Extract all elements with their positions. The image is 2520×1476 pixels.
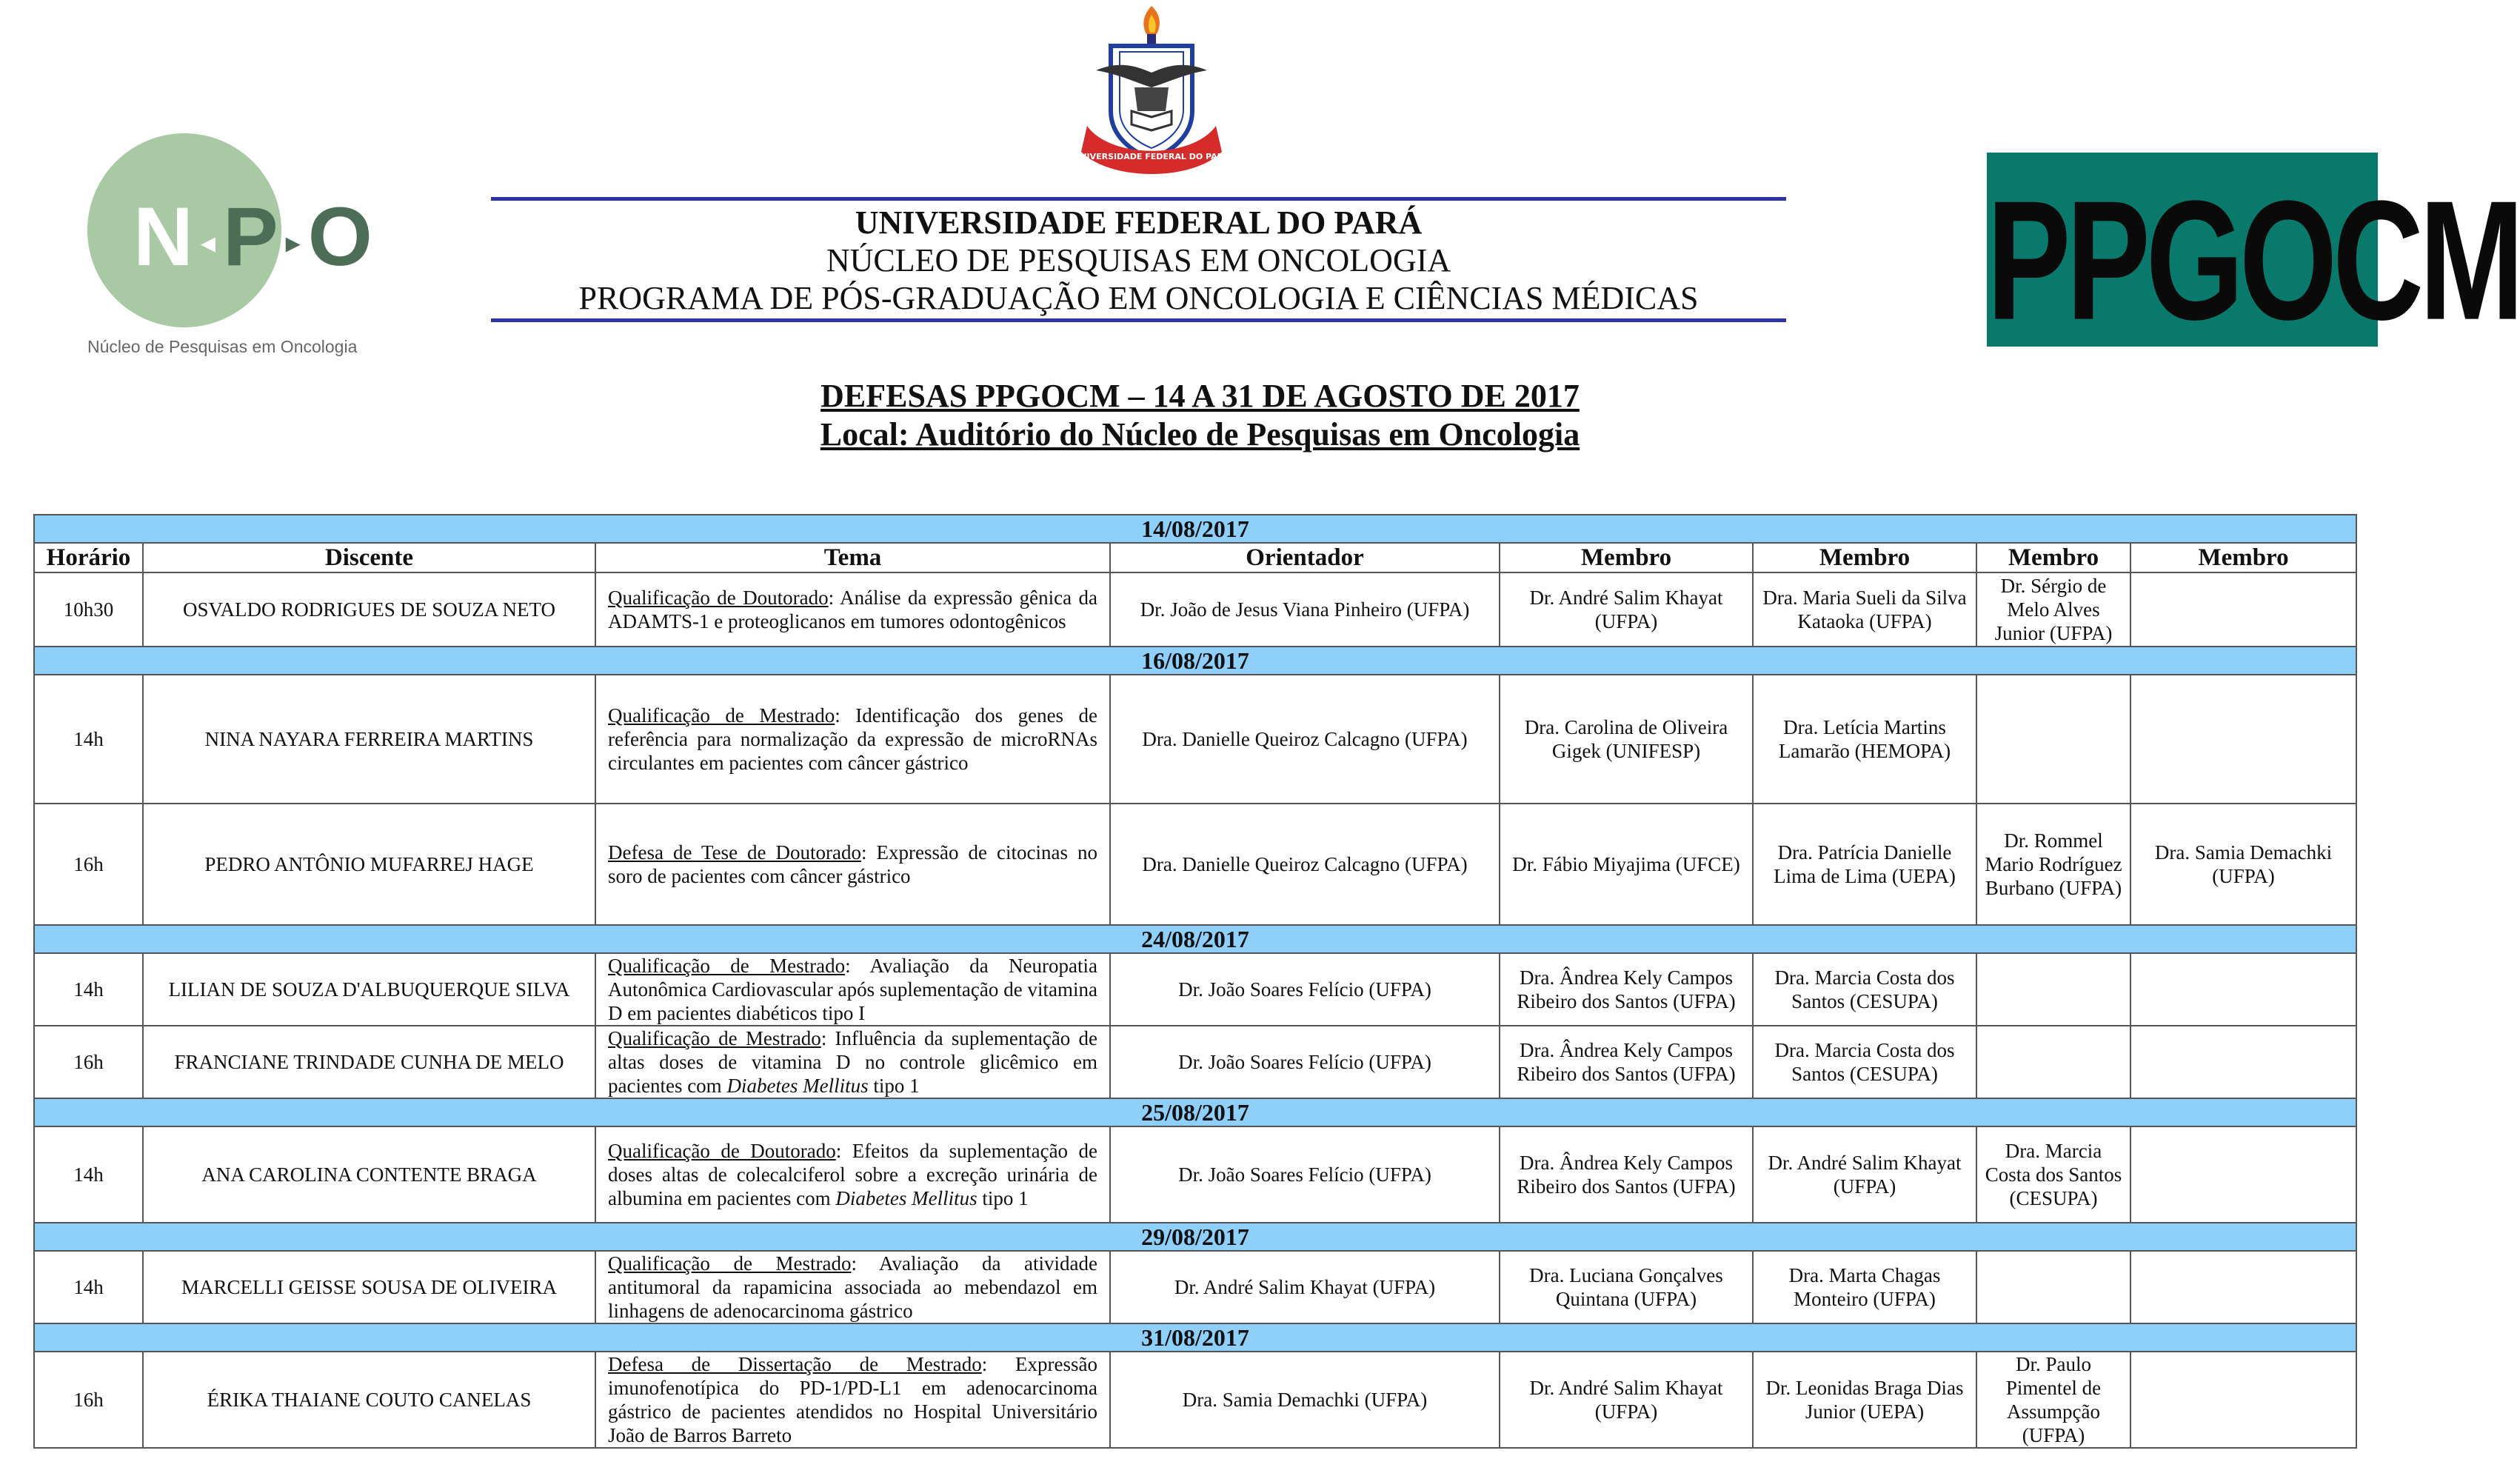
discente-cell: FRANCIANE TRINDADE CUNHA DE MELO	[143, 1026, 595, 1098]
col-header-membro: Membro	[2130, 543, 2356, 572]
membro-cell	[1976, 1251, 2130, 1323]
horario-cell: 16h	[34, 1352, 143, 1448]
membro-cell	[2130, 1026, 2356, 1098]
date-row	[34, 647, 2356, 675]
ufpa-crest-icon	[1066, 0, 1237, 185]
orientador-cell: Dra. Samia Demachki (UFPA)	[1110, 1352, 1500, 1448]
orientador-cell: Dr. João Soares Felício (UFPA)	[1110, 1126, 1500, 1223]
membro-cell: Dra. Marcia Costa dos Santos (CESUPA)	[1753, 1026, 1976, 1098]
membro-cell	[2130, 1126, 2356, 1223]
orientador-cell: Dr. André Salim Khayat (UFPA)	[1110, 1251, 1500, 1323]
orientador-cell: Dr. João Soares Felício (UFPA)	[1110, 953, 1500, 1026]
membro-cell	[2130, 675, 2356, 804]
membro-cell	[2130, 1352, 2356, 1448]
date-cell: 25/08/2017	[34, 1098, 2356, 1126]
table-row	[34, 1352, 2356, 1448]
membro-cell: Dr. Rommel Mario Rodríguez Burbano (UFPA)	[1976, 804, 2130, 925]
discente-cell: NINA NAYARA FERREIRA MARTINS	[143, 675, 595, 804]
event-location: Local: Auditório do Núcleo de Pesquisas em Oncologia	[820, 416, 1580, 453]
tema-type: Qualificação de Doutorado	[608, 587, 829, 609]
orientador-cell: Dr. João Soares Felício (UFPA)	[1110, 1026, 1500, 1098]
col-header-membro: Membro	[1500, 543, 1753, 572]
date-row	[34, 925, 2356, 953]
col-header-membro: Membro	[1976, 543, 2130, 572]
date-cell: 14/08/2017	[34, 515, 2356, 543]
horario-cell: 14h	[34, 953, 143, 1026]
date-cell: 24/08/2017	[34, 925, 2356, 953]
membro-cell: Dra. Marta Chagas Monteiro (UFPA)	[1753, 1251, 1976, 1323]
ppgocm-logo-text: PPGOCM	[1987, 166, 2520, 356]
table-row	[34, 1126, 2356, 1223]
membro-cell: Dra. Samia Demachki (UFPA)	[2130, 804, 2356, 925]
tema-cell: Qualificação de Doutorado: Efeitos da suplementação de doses altas de colecalciferol sobre a excreção urinária de albumina em pacientes com Diabetes Mellitus tipo 1	[595, 1126, 1110, 1223]
npo-logo-caption: Núcleo de Pesquisas em Oncologia	[87, 337, 358, 356]
tema-type: Defesa de Dissertação de Mestrado	[608, 1353, 982, 1375]
membro-cell	[2130, 953, 2356, 1026]
membro-cell: Dr. Sérgio de Melo Alves Junior (UFPA)	[1976, 572, 2130, 647]
tema-type: Defesa de Tese de Doutorado	[608, 841, 862, 864]
col-header-orientador: Orientador	[1110, 543, 1500, 572]
horario-cell: 16h	[34, 804, 143, 925]
membro-cell: Dra. Patrícia Danielle Lima de Lima (UEPA)	[1753, 804, 1976, 925]
membro-cell: Dra. Ândrea Kely Campos Ribeiro dos Santos (UFPA)	[1500, 1026, 1753, 1098]
horario-cell: 16h	[34, 1026, 143, 1098]
orientador-cell: Dr. João de Jesus Viana Pinheiro (UFPA)	[1110, 572, 1500, 647]
tema-type: Qualificação de Mestrado	[608, 955, 846, 977]
membro-cell: Dra. Letícia Martins Lamarão (HEMOPA)	[1753, 675, 1976, 804]
tema-cell: Qualificação de Mestrado: Identificação dos genes de referência para normalização da expressão de microRNAs circulantes em pacientes com câncer gástrico	[595, 675, 1110, 804]
discente-cell: MARCELLI GEISSE SOUSA DE OLIVEIRA	[143, 1251, 595, 1323]
membro-cell: Dra. Carolina de Oliveira Gigek (UNIFESP)	[1500, 675, 1753, 804]
table-row	[34, 675, 2356, 804]
membro-cell	[1976, 953, 2130, 1026]
discente-cell: OSVALDO RODRIGUES DE SOUZA NETO	[143, 572, 595, 647]
membro-cell	[1976, 675, 2130, 804]
event-title: DEFESAS PPGOCM – 14 A 31 DE AGOSTO DE 2017	[820, 378, 1580, 414]
column-header-row	[34, 543, 2356, 572]
tema-cell: Qualificação de Doutorado: Análise da expressão gênica da ADAMTS-1 e proteoglicanos em tumores odontogênicos	[595, 572, 1110, 647]
tema-cell: Qualificação de Mestrado: Avaliação da atividade antitumoral da rapamicina associada ao mebendazol em linhagens de adenocarcinoma gástrico	[595, 1251, 1110, 1323]
discente-cell: ÉRIKA THAIANE COUTO CANELAS	[143, 1352, 595, 1448]
horario-cell: 14h	[34, 1251, 143, 1323]
col-header-membro: Membro	[1753, 543, 1976, 572]
table-row	[34, 804, 2356, 925]
date-row	[34, 1323, 2356, 1352]
membro-cell: Dra. Luciana Gonçalves Quintana (UFPA)	[1500, 1251, 1753, 1323]
tema-cell: Qualificação de Mestrado: Influência da suplementação de altas doses de vitamina D no controle glicêmico em pacientes com Diabetes Mellitus tipo 1	[595, 1026, 1110, 1098]
membro-cell: Dra. Maria Sueli da Silva Kataoka (UFPA)	[1753, 572, 1976, 647]
membro-cell: Dra. Ândrea Kely Campos Ribeiro dos Santos (UFPA)	[1500, 1126, 1753, 1223]
membro-cell	[1976, 1026, 2130, 1098]
table-row	[34, 1026, 2356, 1098]
tema-type: Qualificação de Mestrado	[608, 1252, 852, 1275]
membro-cell: Dr. Paulo Pimentel de Assumpção (UFPA)	[1976, 1352, 2130, 1448]
horario-cell: 10h30	[34, 572, 143, 647]
date-cell: 31/08/2017	[34, 1323, 2356, 1352]
discente-cell: PEDRO ANTÔNIO MUFARREJ HAGE	[143, 804, 595, 925]
institution-program: PROGRAMA DE PÓS-GRADUAÇÃO EM ONCOLOGIA E CIÊNCIAS MÉDICAS	[578, 280, 1699, 316]
tema-type: Qualificação de Mestrado	[608, 1027, 821, 1049]
crest-ribbon-text: UNIVERSIDADE FEDERAL DO PARÁ	[1073, 152, 1230, 161]
membro-cell	[2130, 1251, 2356, 1323]
header-rule-top	[491, 197, 1786, 201]
membro-cell: Dr. André Salim Khayat (UFPA)	[1753, 1126, 1976, 1223]
orientador-cell: Dra. Danielle Queiroz Calcagno (UFPA)	[1110, 675, 1500, 804]
table-row	[34, 572, 2356, 647]
orientador-cell: Dra. Danielle Queiroz Calcagno (UFPA)	[1110, 804, 1500, 925]
membro-cell: Dr. Leonidas Braga Dias Junior (UEPA)	[1753, 1352, 1976, 1448]
date-row	[34, 1098, 2356, 1126]
tema-cell: Defesa de Dissertação de Mestrado: Expressão imunofenotípica do PD-1/PD-L1 em adenocarcinoma gástrico de pacientes atendidos no Hospital Universitário João de Barros Barreto	[595, 1352, 1110, 1448]
membro-cell: Dra. Marcia Costa dos Santos (CESUPA)	[1976, 1126, 2130, 1223]
schedule-table	[33, 514, 2357, 1449]
membro-cell: Dr. André Salim Khayat (UFPA)	[1500, 572, 1753, 647]
discente-cell: ANA CAROLINA CONTENTE BRAGA	[143, 1126, 595, 1223]
date-cell: 16/08/2017	[34, 647, 2356, 675]
tema-type: Qualificação de Doutorado	[608, 1140, 836, 1162]
membro-cell: Dr. André Salim Khayat (UFPA)	[1500, 1352, 1753, 1448]
tema-cell: Defesa de Tese de Doutorado: Expressão de citocinas no soro de pacientes com câncer gástrico	[595, 804, 1110, 925]
ppgocm-logo	[1987, 153, 2520, 356]
horario-cell: 14h	[34, 675, 143, 804]
table-row	[34, 953, 2356, 1026]
discente-cell: LILIAN DE SOUZA D'ALBUQUERQUE SILVA	[143, 953, 595, 1026]
tema-type: Qualificação de Mestrado	[608, 704, 835, 727]
membro-cell: Dra. Marcia Costa dos Santos (CESUPA)	[1753, 953, 1976, 1026]
npo-logo	[81, 130, 378, 367]
institution-name: UNIVERSIDADE FEDERAL DO PARÁ	[855, 204, 1423, 241]
tema-cell: Qualificação de Mestrado: Avaliação da Neuropatia Autonômica Cardiovascular após suplementação de vitamina D em pacientes diabéticos tipo I	[595, 953, 1110, 1026]
col-header-horario: Horário	[34, 543, 143, 572]
institution-nucleus: NÚCLEO DE PESQUISAS EM ONCOLOGIA	[826, 242, 1451, 278]
table-row	[34, 1251, 2356, 1323]
horario-cell: 14h	[34, 1126, 143, 1223]
membro-cell: Dr. Fábio Miyajima (UFCE)	[1500, 804, 1753, 925]
header-rule-bottom	[491, 318, 1786, 322]
col-header-discente: Discente	[143, 543, 595, 572]
date-row	[34, 515, 2356, 543]
date-cell: 29/08/2017	[34, 1223, 2356, 1251]
date-row	[34, 1223, 2356, 1251]
membro-cell	[2130, 572, 2356, 647]
npo-logo-letters: N ◂P ▸O	[133, 190, 375, 283]
col-header-tema: Tema	[595, 543, 1110, 572]
membro-cell: Dra. Ândrea Kely Campos Ribeiro dos Santos (UFPA)	[1500, 953, 1753, 1026]
